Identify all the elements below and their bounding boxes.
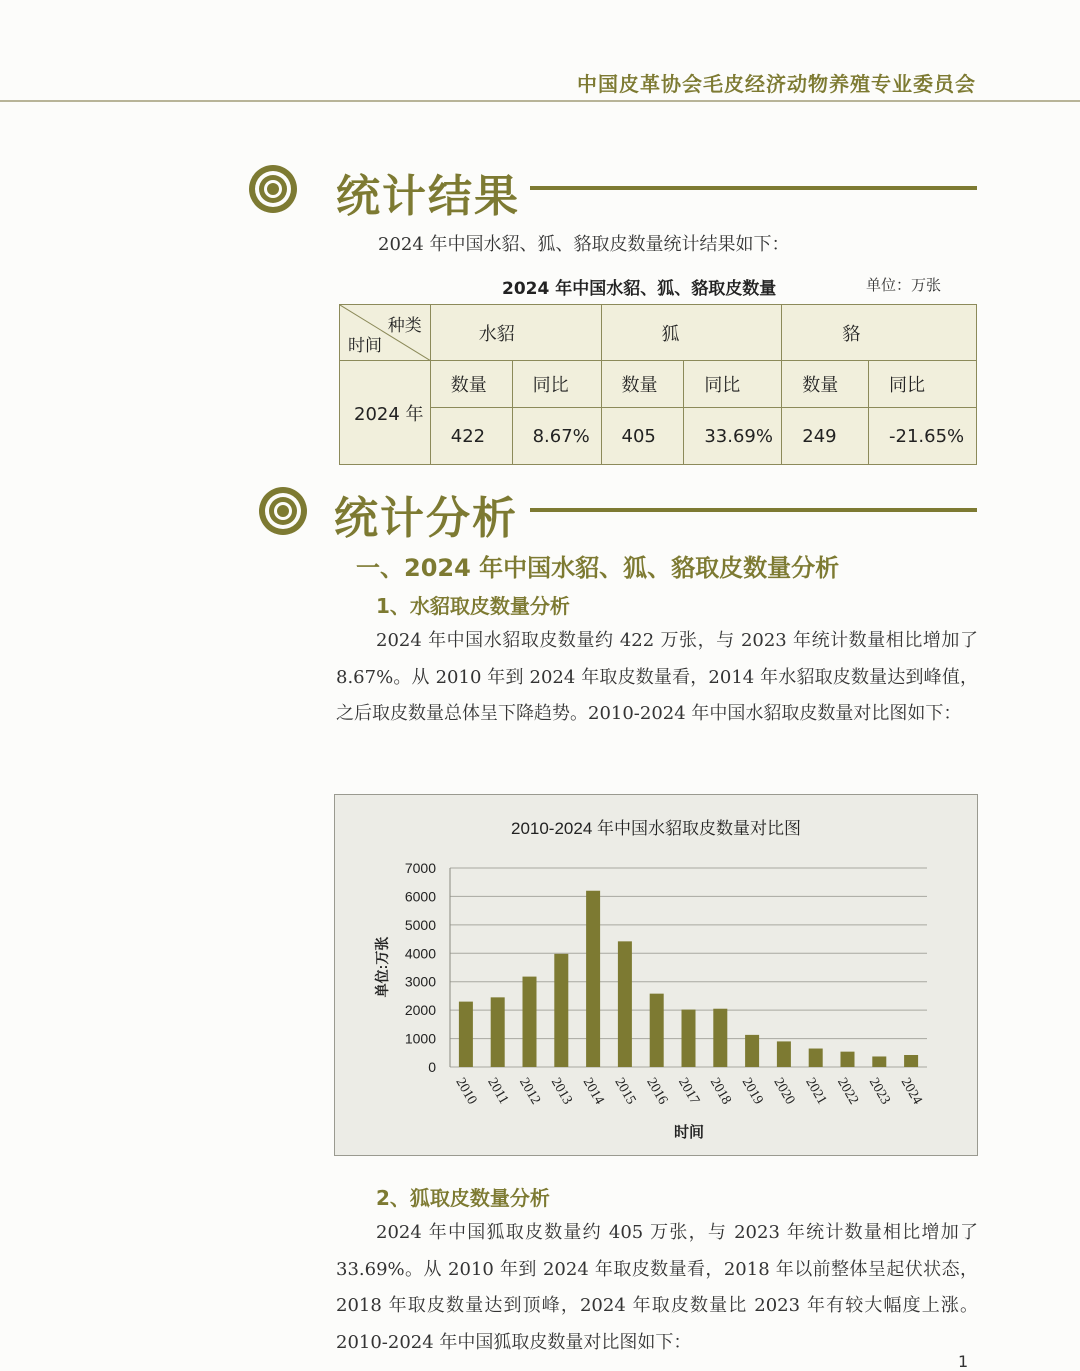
y-tick-label: 6000: [404, 888, 436, 905]
bar-2021: [809, 1049, 823, 1067]
bar-2015: [618, 941, 632, 1067]
x-tick-label: 2021: [802, 1075, 830, 1108]
x-tick-label: 2012: [516, 1075, 544, 1108]
concentric-circle-icon: [248, 164, 298, 214]
value-cell: 8.67%: [512, 408, 601, 465]
section-title-analysis: 统计分析: [334, 493, 518, 544]
x-tick-label: 2019: [738, 1075, 766, 1108]
section-divider: [530, 186, 977, 190]
table-corner-cell: [340, 305, 431, 361]
x-tick-label: 2024: [897, 1075, 925, 1108]
species-header: 水貂: [430, 305, 601, 361]
bar-2024: [904, 1055, 918, 1067]
species-header: 貉: [782, 305, 977, 361]
x-tick-label: 2017: [675, 1075, 703, 1108]
y-axis-label: 单位:万张: [374, 936, 390, 998]
bar-2011: [491, 997, 505, 1067]
x-tick-label: 2010: [452, 1075, 480, 1108]
bar-2020: [777, 1041, 791, 1067]
bar-2016: [650, 994, 664, 1067]
fox-paragraph: 2024 年中国狐取皮数量约 405 万张，与 2023 年统计数量相比增加了 33.69%。从 2010 年到 2024 年取皮数量看，2018 年以前整体呈起伏状态，2018 年取皮数量达到顶峰，2024 年取皮数量比 2023 年有较大幅度上涨。2010-2024 年中国狐取皮数量对比图如下：: [336, 1222, 978, 1353]
intro-text: 2024 年中国水貂、狐、貉取皮数量统计结果如下：: [378, 234, 790, 255]
page-number: 1: [958, 1352, 969, 1371]
mink-chart: [334, 794, 978, 1156]
sub-header-cell: 数量: [601, 361, 684, 408]
x-tick-label: 2023: [865, 1075, 893, 1108]
header-divider: [0, 100, 1080, 102]
concentric-circle-icon: [258, 486, 308, 536]
x-tick-label: 2013: [547, 1075, 575, 1108]
value-cell: 249: [782, 408, 869, 465]
corner-time-label: 时间: [348, 336, 382, 356]
header-org-name: 中国皮革协会毛皮经济动物养殖专业委员会: [577, 72, 976, 96]
bar-2018: [713, 1009, 727, 1067]
y-tick-label: 7000: [404, 860, 436, 876]
sub-header-cell: 同比: [684, 361, 782, 408]
bar-2010: [459, 1002, 473, 1067]
analysis-heading: 一、2024 年中国水貂、狐、貉取皮数量分析: [356, 554, 840, 582]
bar-2013: [554, 954, 568, 1067]
value-cell: -21.65%: [869, 408, 977, 465]
sub-header-cell: 同比: [512, 361, 601, 408]
y-tick-label: 2000: [404, 1002, 436, 1019]
bar-2019: [745, 1035, 759, 1067]
chart-title: 2010-2024 年中国水貂取皮数量对比图: [510, 819, 802, 838]
section-title-results: 统计结果: [336, 171, 520, 222]
chart-canvas: [335, 795, 977, 1155]
value-cell: 422: [430, 408, 512, 465]
x-tick-label: 2022: [834, 1075, 862, 1108]
x-tick-label: 2014: [579, 1075, 607, 1108]
x-tick-label: 2016: [643, 1075, 671, 1108]
sub-header-cell: 数量: [430, 361, 512, 408]
x-axis-label: 时间: [673, 1124, 705, 1141]
sub-header-cell: 同比: [869, 361, 977, 408]
value-cell: 33.69%: [684, 408, 782, 465]
stats-table: [339, 304, 977, 465]
bar-2012: [523, 977, 537, 1067]
y-tick-label: 4000: [404, 945, 436, 962]
bar-2023: [872, 1056, 886, 1067]
value-cell: 405: [601, 408, 684, 465]
species-header: 狐: [601, 305, 782, 361]
y-tick-label: 5000: [404, 916, 436, 933]
y-tick-label: 0: [428, 1059, 436, 1075]
x-tick-label: 2015: [611, 1075, 639, 1108]
year-cell: 2024 年: [340, 361, 431, 465]
section-divider: [530, 508, 977, 512]
corner-species-label: 种类: [387, 316, 422, 336]
y-tick-label: 3000: [404, 973, 436, 990]
mink-heading: 1、水貂取皮数量分析: [376, 594, 570, 618]
fox-heading: 2、狐取皮数量分析: [376, 1186, 550, 1210]
x-tick-label: 2018: [706, 1075, 734, 1108]
bar-2014: [586, 891, 600, 1067]
bar-2017: [682, 1010, 696, 1067]
x-tick-label: 2020: [770, 1075, 798, 1108]
y-tick-label: 1000: [404, 1030, 436, 1047]
bar-2022: [841, 1052, 855, 1067]
table-unit: 单位：万张: [866, 276, 942, 294]
sub-header-cell: 数量: [782, 361, 869, 408]
mink-paragraph: 2024 年中国水貂取皮数量约 422 万张，与 2023 年统计数量相比增加了 8.67%。从 2010 年到 2024 年取皮数量看，2014 年水貂取皮数量达到峰值，之后取皮数量总体呈下降趋势。2010-2024 年中国水貂取皮数量对比图如下：: [336, 630, 978, 724]
x-tick-label: 2011: [484, 1075, 511, 1107]
table-caption: 2024 年中国水貂、狐、貉取皮数量: [502, 279, 777, 299]
